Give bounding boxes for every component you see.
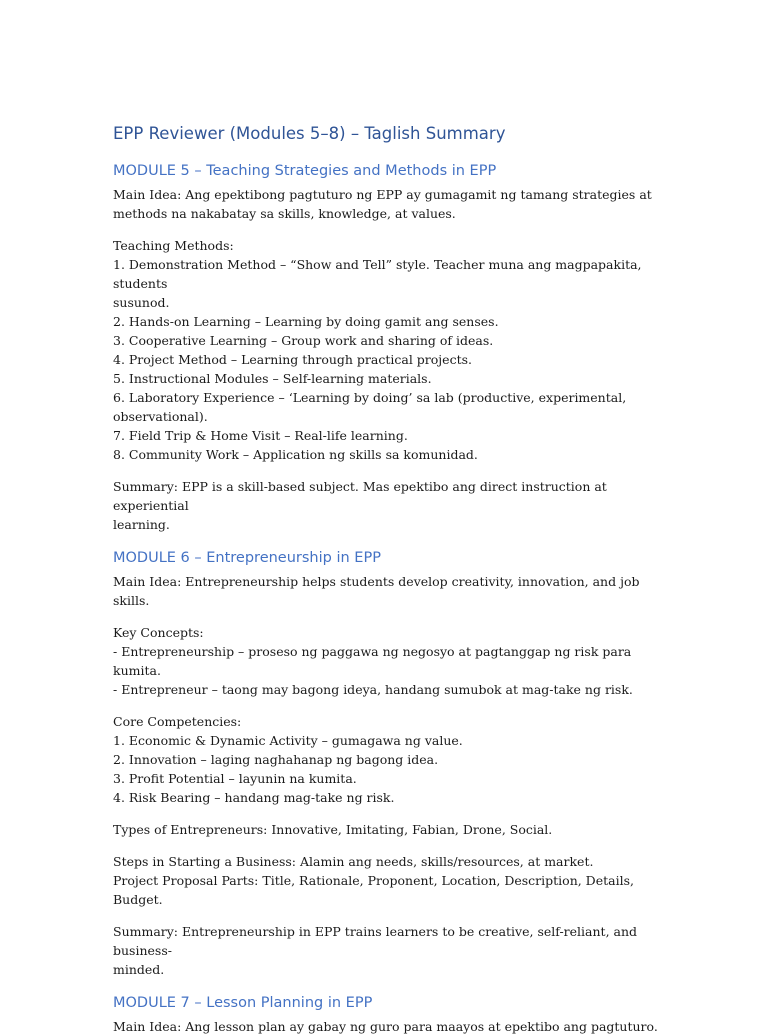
text-line: 5. Instructional Modules – Self-learning materials. [113,371,432,386]
text-line: Key Concepts: [113,625,204,640]
module-5-heading: MODULE 5 – Teaching Strategies and Methods in EPP [113,163,497,179]
text-line: Types of Entrepreneurs: Innovative, Imitating, Fabian, Drone, Social. [113,822,553,837]
module-6-steps [113,852,668,909]
text-line: 2. Innovation – laging naghahanap ng bagong idea. [113,752,439,767]
module-6-main-idea [113,572,668,610]
module-6-key-concepts [113,623,668,699]
text-line: 2. Hands-on Learning – Learning by doing gamit ang senses. [113,314,499,329]
text-line: 1. Demonstration Method – “Show and Tell” style. Teacher muna ang magpapakita, students [113,257,642,291]
text-line: Main Idea: Entrepreneurship helps students develop creativity, innovation, and job skills. [113,574,640,608]
text-line: Core Competencies: [113,714,242,729]
module-5-section [113,163,668,534]
text-line: learning. [113,517,170,532]
text-line: - Entrepreneur – taong may bagong ideya, handang sumubok at mag-take ng risk. [113,682,633,697]
document-title: EPP Reviewer (Modules 5–8) – Taglish Summary [113,124,506,143]
text-line: 3. Profit Potential – layunin na kumita. [113,771,357,786]
text-line: 4. Project Method – Learning through practical projects. [113,352,472,367]
module-6-summary [113,922,668,979]
text-line: observational). [113,409,208,424]
module-5-summary [113,477,668,534]
module-7-main-idea [113,1017,668,1036]
module-6-heading: MODULE 6 – Entrepreneurship in EPP [113,550,381,566]
text-line: 1. Economic & Dynamic Activity – gumagawa ng value. [113,733,463,748]
text-line: methods na nakabatay sa skills, knowledge, at values. [113,206,456,221]
module-7-heading: MODULE 7 – Lesson Planning in EPP [113,995,373,1011]
module-6-types [113,820,668,839]
module-7-section [113,995,668,1036]
text-line: Main Idea: Ang lesson plan ay gabay ng guro para maayos at epektibo ang pagtuturo. [113,1019,658,1034]
module-5-main-idea [113,185,668,223]
text-line: Summary: Entrepreneurship in EPP trains learners to be creative, self-reliant, and business- [113,924,638,958]
text-line: - Entrepreneurship – proseso ng paggawa ng negosyo at pagtanggap ng risk para kumita. [113,644,632,678]
text-line: 6. Laboratory Experience – ‘Learning by doing’ sa lab (productive, experimental, [113,390,627,405]
module-6-core-competencies [113,712,668,807]
text-line: Main Idea: Ang epektibong pagtuturo ng EPP ay gumagamit ng tamang strategies at [113,187,652,202]
module-5-teaching-methods [113,236,668,464]
text-line: 3. Cooperative Learning – Group work and sharing of ideas. [113,333,494,348]
text-line: 7. Field Trip & Home Visit – Real-life learning. [113,428,408,443]
text-line: Project Proposal Parts: Title, Rationale, Proponent, Location, Description, Details, Budget. [113,873,634,907]
text-line: susunod. [113,295,170,310]
text-line: Steps in Starting a Business: Alamin ang needs, skills/resources, at market. [113,854,594,869]
text-line: Teaching Methods: [113,238,234,253]
text-line: 8. Community Work – Application ng skills sa komunidad. [113,447,478,462]
module-6-section [113,550,668,979]
text-line: 4. Risk Bearing – handang mag-take ng risk. [113,790,395,805]
text-line: minded. [113,962,165,977]
text-line: Summary: EPP is a skill-based subject. Mas epektibo ang direct instruction at experiential [113,479,607,513]
